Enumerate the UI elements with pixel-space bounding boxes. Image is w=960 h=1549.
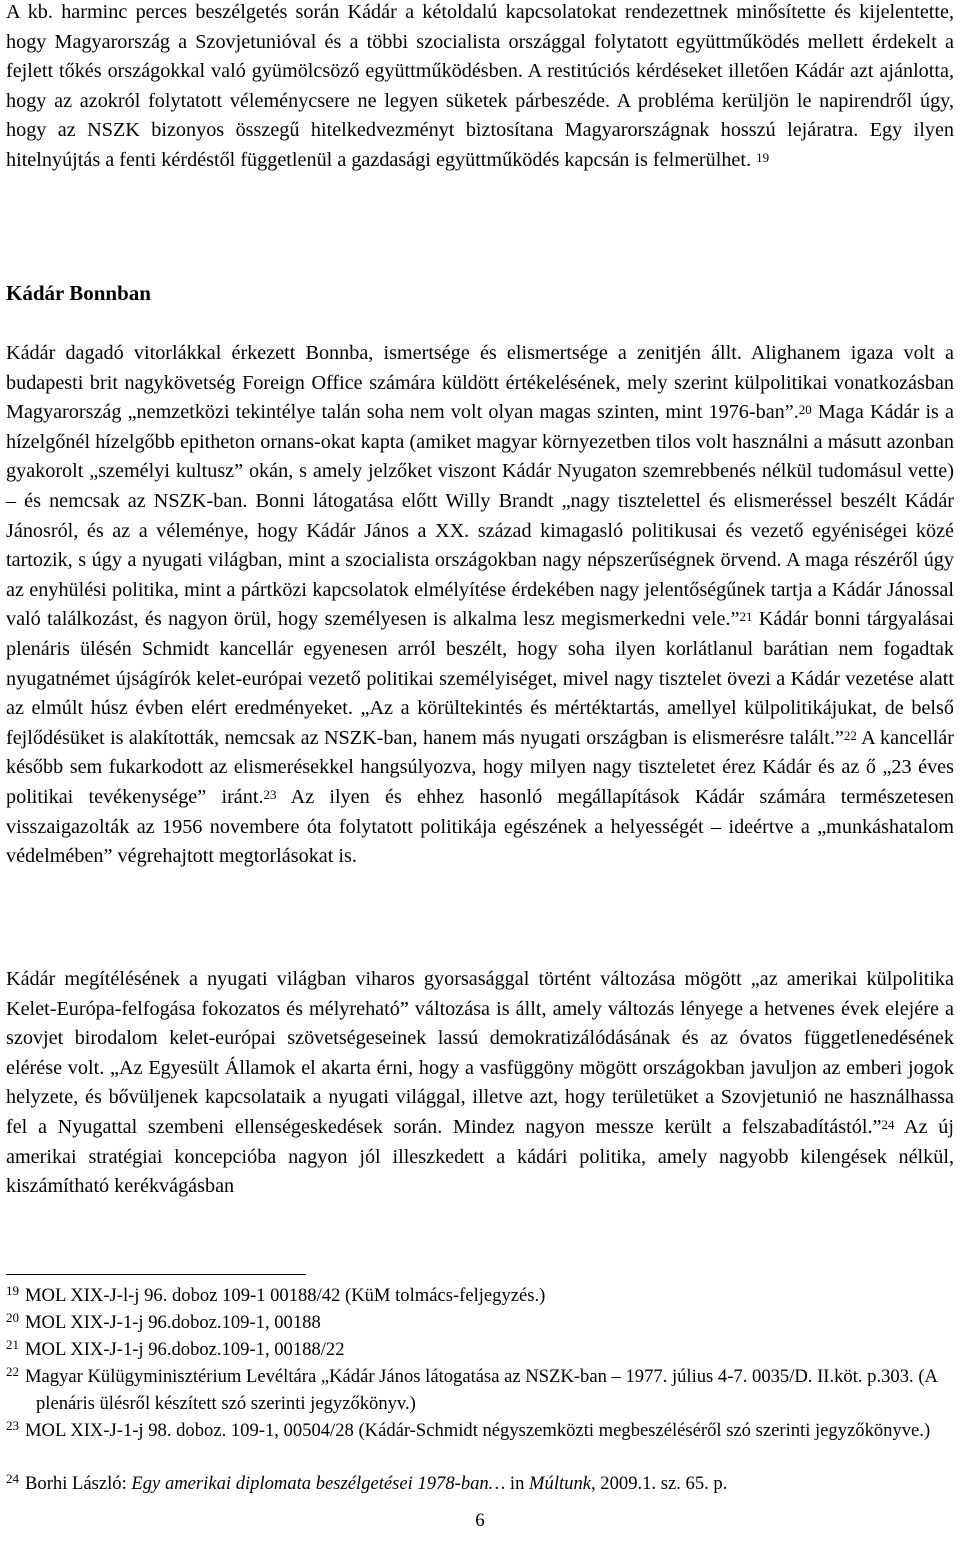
footnote-19: [6, 1283, 954, 1310]
footnote-20: [6, 1310, 954, 1337]
paragraph-text: Az új amerikai stratégiai koncepcióba nagyon jól illeszkedett a kádári politika, amely nagyobb kilengések nélkül, kiszámítható kerékvágásban: [6, 1115, 954, 1198]
body-paragraph-1: [6, 0, 954, 176]
footnote-text: MOL XIX-J-1-j 96.doboz.109-1, 00188: [25, 1312, 321, 1333]
footnote-number: 23: [6, 1418, 19, 1433]
footnote-author: Borhi László:: [25, 1473, 132, 1494]
footnote-ref-19[interactable]: 19: [756, 149, 770, 165]
footnote-ref-21[interactable]: 21: [739, 609, 753, 625]
footnote-separator: [6, 1274, 306, 1275]
footnote-ref-23[interactable]: 23: [263, 786, 277, 802]
body-paragraph-3: [6, 965, 954, 1202]
footnote-21: [6, 1337, 954, 1364]
paragraph-text: A kb. harminc perces beszélgetés során Kádár a kétoldalú kapcsolatokat rendezettnek minősítette és kijelentette, hogy Magyarország a Szovjetunióval és a többi szocialista országgal folytatott együttműködés mellett érdekelt a fejlett tőkés országokkal való gyümölcsöző együttműködésben. A restitúciós kérdéseket illetően Kádár azt ajánlotta, hogy az azokról folytatott véleménycsere ne legyen süketek párbeszéde. A probléma kerüljön le napirendről úgy, hogy az NSZK bizonyos összegű hitelkedvezményt biztosítana Magyarországnak hosszú lejáratra. Egy ilyen hitelnyújtás a fenti kérdéstől függetlenül a gazdasági együttműködés kapcsán is felmerülhet.: [6, 1, 954, 171]
page-number: 6: [475, 1510, 485, 1531]
footnote-number: 22: [6, 1364, 19, 1379]
footnote-number: 21: [6, 1337, 19, 1352]
footnote-ref-24[interactable]: 24: [881, 1116, 895, 1132]
footnote-ref-22[interactable]: 22: [843, 727, 857, 743]
footnote-23: [6, 1418, 954, 1445]
paragraph-text: Kádár dagadó vitorlákkal érkezett Bonnba, ismertsége és elismertsége a zenitjén állt. Alighanem igaza volt a budapesti brit nagykövetség Foreign Office számára küldött értékelésének, mely szerint külpolitikai vonatkozásban Magyarország „nemzetközi tekintélye talán soha nem volt olyan magas szinten, mint 1976-ban”.: [6, 342, 954, 424]
paragraph-text: Kádár bonni tárgyalásai plenáris ülésén Schmidt kancellár egyenesen arról beszélt, hogy soha ilyen korlátlanul barátian nem fogadtak nyugatnémet újságírók kelet-európai vezető politikai személyiséget, mivel nagy tisztelet övezi a Kádár vezetése alatt az elmúlt húsz évben elért eredményeket. „Az a körültekintés és mértéktartás, amellyel külpolitikájukat, de belső fejlődésüket is alakították, nemcsak az NSZK-ban, hanem más nyugati országban is elismerésre talált.”: [6, 608, 954, 749]
footnote-text: MOL XIX-J-l-j 96. doboz 109-1 00188/42 (KüM tolmács-feljegyzés.): [25, 1285, 546, 1306]
paragraph-text: Maga Kádár is a hízelgőnél hízelgőbb epitheton ornans-okat kapta (amiket magyar környezetben tilos volt használni a másutt azonban gyakorolt „személyi kultusz” okán, s amely jelzőket viszont Kádár Nyugaton szemrebbenés nélkül tudomásul vette) – és nemcsak az NSZK-ban. Bonni látogatása előtt Willy Brandt „nagy tisztelettel és elismeréssel beszélt Kádár Jánosról, és az a véleménye, hogy Kádár János a XX. század kimagasló politikusai és vezető egyéniségei közé tartozik, s úgy a nyugati világban, mint a szocialista országokban nagy népszerűségnek örvend. A maga részéről úgy az enyhülési politika, mint a pártközi kapcsolatok elmélyítése érdekében nagy jelentőségűnek tartja a Kádár Jánossal való találkozást, és nagyon örül, hogy személyesen is alkalma lesz megismerkedni vele.”: [6, 401, 954, 631]
body-paragraph-2: [6, 339, 954, 872]
footnote-22: [6, 1364, 954, 1417]
footnote-number: 24: [6, 1471, 19, 1486]
footnote-journal: Múltunk,: [529, 1473, 596, 1494]
footnote-number: 19: [6, 1283, 19, 1298]
footnote-title: Egy amerikai diplomata beszélgetései 1978-ban…: [131, 1473, 506, 1494]
paragraph-text: Kádár megítélésének a nyugati világban viharos gyorsasággal történt változása mögött „az amerikai külpolitika Kelet-Európa-felfogása fokozatos és mélyreható” változása is állt, amely változás lényege a hetvenes évek elejére a szovjet birodalom kelet-európai szövetségeseinek lassú demokratizálódásának és az óvatos függetlenedésének elérése volt. „Az Egyesült Államok el akarta érni, hogy a vasfüggöny mögött országokban javuljon az emberi jogok helyzete, és bővüljenek kapcsolataik a nyugati világgal, illetve azt, hogy területüket a Szovjetunió ne használhassa fel a Nyugattal szembeni ellenségeskedések során. Mindez nagyon messze került a felszabadítástól.”: [6, 968, 954, 1138]
footnote-24: [6, 1471, 954, 1498]
paragraph-text: A kancellár később sem fukarkodott az elismerésekkel hangsúlyozva, hogy milyen nagy tiszteletet érez Kádár és az ő „23 éves politikai tevékenysége” iránt.: [6, 726, 954, 808]
footnote-ref-20[interactable]: 20: [798, 402, 812, 418]
footnote-text: Magyar Külügyminisztérium Levéltára „Kádár János látogatása az NSZK-ban – 1977. július 4-7. 0035/D. II.köt. p.303. (A plenáris ülésről készített szó szerinti jegyzőkönyv.): [25, 1366, 937, 1414]
footnote-text: MOL XIX-J-1-j 96.doboz.109-1, 00188/22: [25, 1339, 345, 1360]
paragraph-text: Az ilyen és ehhez hasonló megállapítások Kádár számára természetesen visszaigazolták az 1956 novembere óta folytatott politikája egészének a helyességét – ideértve a „munkáshatalom védelmében” végrehajtott megtorlásokat is.: [6, 785, 954, 868]
section-heading: Kádár Bonnban: [6, 281, 151, 305]
footnote-in: in: [505, 1473, 530, 1494]
footnote-tail: 2009.1. sz. 65. p.: [595, 1473, 728, 1494]
footnote-text: MOL XIX-J-1-j 98. doboz. 109-1, 00504/28 (Kádár-Schmidt négyszemközti megbeszéléséről szó szerinti jegyzőkönyve.): [25, 1420, 931, 1441]
footnote-number: 20: [6, 1310, 19, 1325]
